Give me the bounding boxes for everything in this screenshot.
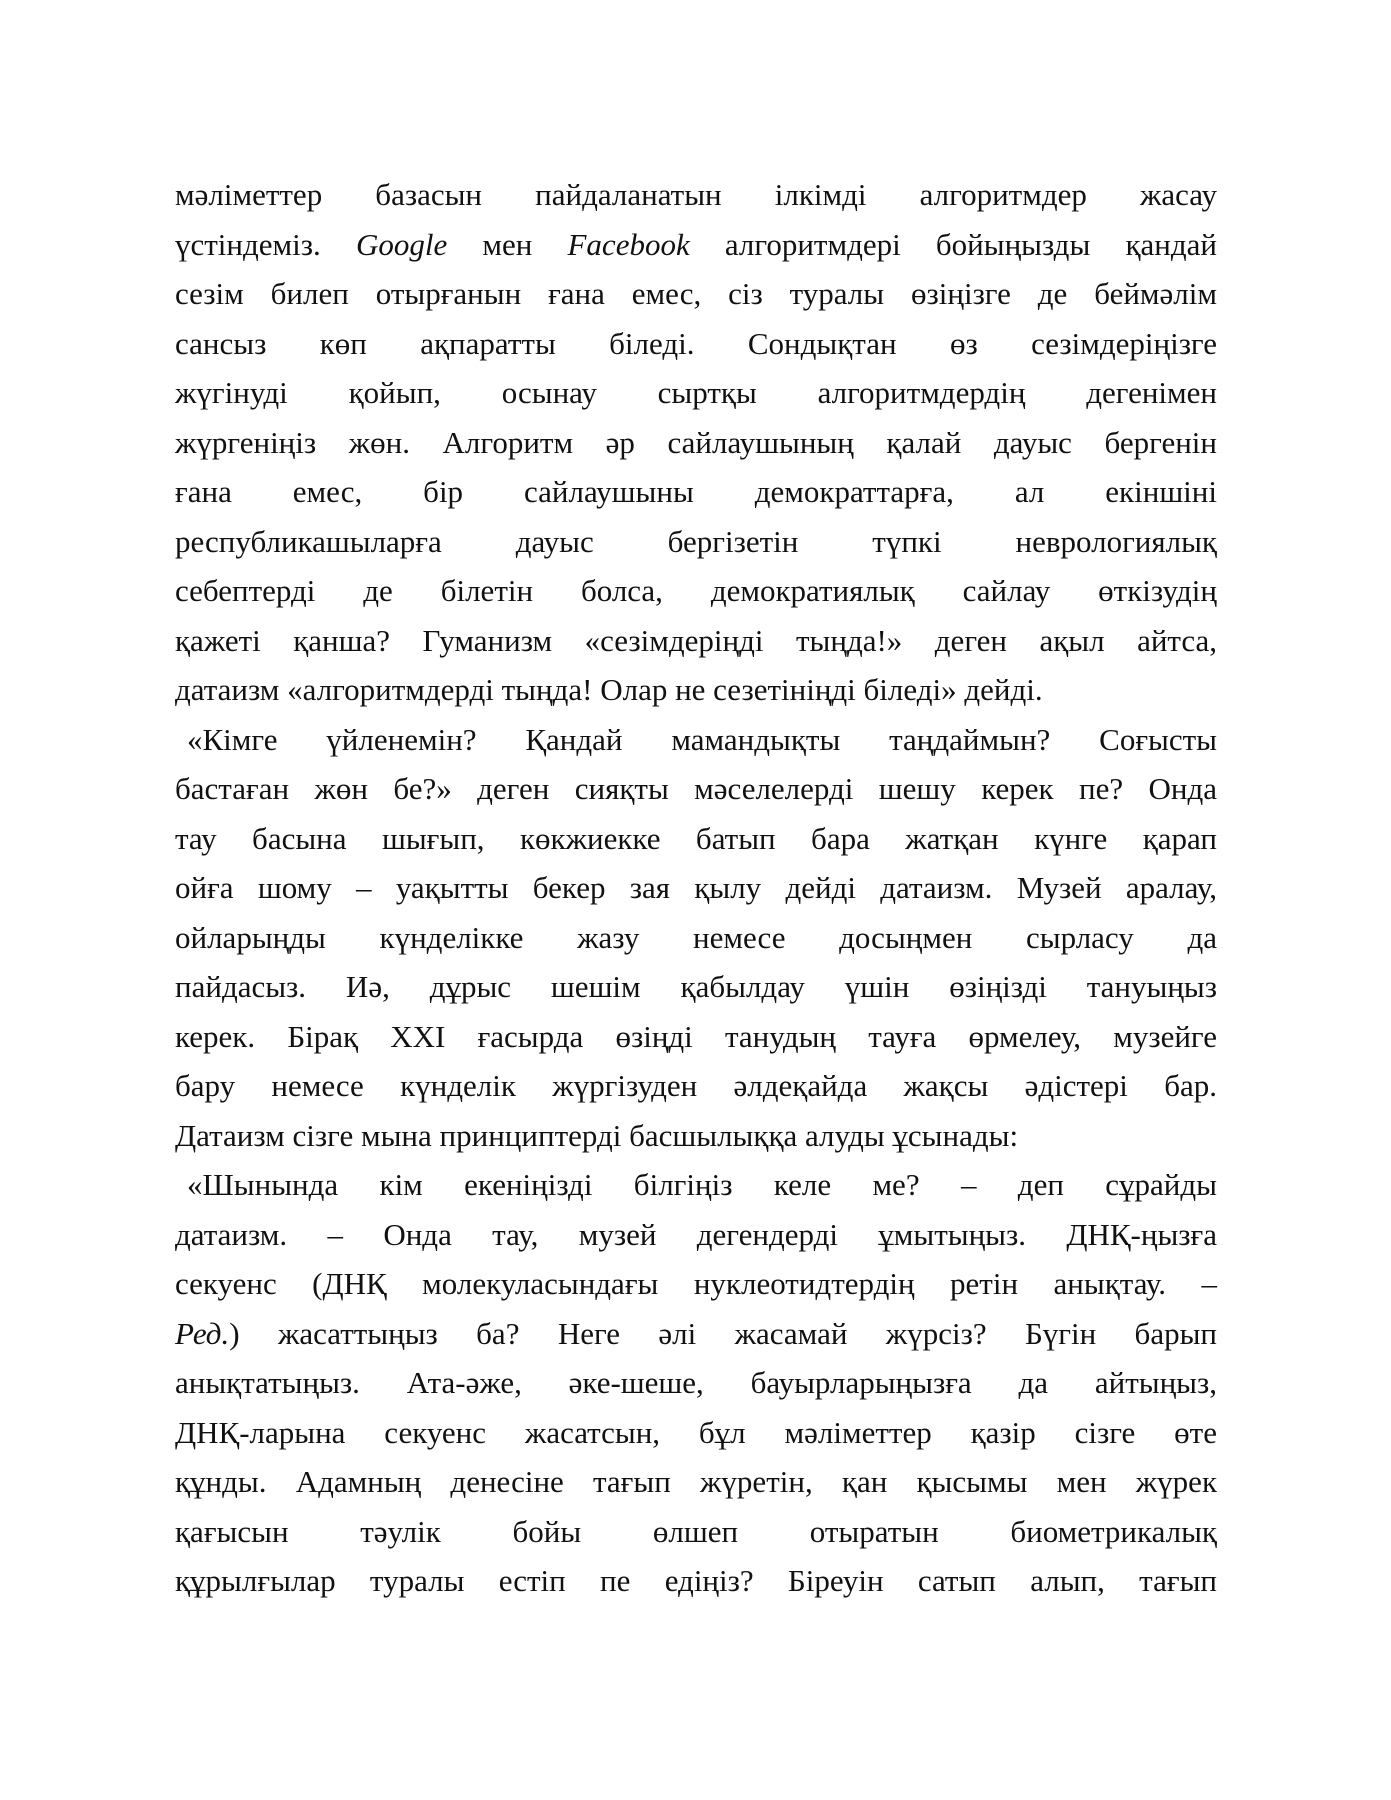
text-segment: сезім билеп отырғанын ғана емес, сіз туралы өзіңізге де беймəлім — [175, 276, 1217, 311]
text-segment: үстіндеміз. — [175, 226, 356, 262]
text-line — [175, 863, 1217, 913]
text-line — [175, 1309, 1217, 1359]
text-segment: секуенс (ДНҚ молекуласындағы нуклеотидтердің ретін анықтау. – — [175, 1266, 1217, 1301]
text-line — [175, 616, 1217, 666]
text-segment: бару немесе күнделік жүргізуден əлдеқайда жақсы əдістері бар. — [175, 1068, 1217, 1103]
paragraph — [175, 715, 1217, 1161]
text-line — [175, 1507, 1217, 1557]
text-line — [175, 467, 1217, 517]
text-line — [175, 220, 1217, 270]
text-segment: керек. Бірақ XXI ғасырда өзіңді танудың тауға өрмелеу, музейге — [175, 1018, 1217, 1054]
text-segment: жүгінуді қойып, осынау сыртқы алгоритмдердің дегенімен — [175, 375, 1217, 410]
italic-text: Facebook — [567, 226, 690, 262]
italic-text: Ред. — [175, 1315, 230, 1351]
italic-text: Google — [355, 226, 448, 262]
text-segment: пайдасыз. Иə, дұрыс шешім қабылдау үшін өзіңізді тануыңыз — [175, 969, 1217, 1004]
text-line — [175, 1111, 1217, 1161]
text-segment: «Шынында кім екеніңізді білгіңіз келе ме? – деп сұрайды — [187, 1167, 1217, 1202]
text-line — [175, 1358, 1217, 1408]
text-segment: алгоритмдері бойыңызды қандай — [689, 226, 1217, 262]
text-segment: республикашыларға дауыс бергізетін түпкі неврологиялық — [175, 523, 1217, 559]
text-segment: датаизм. – Онда тау, музей дегендерді ұмытыңыз. ДНҚ-ңызға — [175, 1216, 1217, 1252]
text-segment: Датаизм сізге мына принциптерді басшылыққа алуды ұсынады: — [175, 1117, 1019, 1153]
text-segment: ) жасаттыңыз ба? Неге əлі жасамай жүрсіз? Бүгін барып — [229, 1315, 1217, 1351]
text-segment: жүргеніңіз жөн. Алгоритм əр сайлаушының қалай дауыс бергенін — [175, 424, 1217, 460]
text-segment: құнды. Адамның денесіне тағып жүретін, қан қысымы мен жүрек — [175, 1464, 1217, 1499]
text-segment: ойға шому – уақытты бекер зая қылу дейді датаизм. Музей аралау, — [175, 870, 1217, 905]
text-segment: ғана емес, бір сайлаушыны демократтарға, ал екіншіні — [175, 474, 1217, 509]
text-line — [175, 1160, 1217, 1210]
text-line — [175, 715, 1217, 765]
document-page — [175, 170, 1217, 1606]
text-line — [175, 566, 1217, 616]
text-segment: сансыз көп ақпаратты біледі. Сондықтан өз сезімдеріңізге — [175, 325, 1217, 361]
text-segment: қажеті қанша? Гуманизм «сезімдеріңді тыңда!» деген ақыл айтса, — [175, 622, 1217, 658]
text-segment: қағысын тəулік бойы өлшеп отыратын биометрикалық — [175, 1513, 1217, 1549]
text-line — [175, 1061, 1217, 1111]
text-segment: тау басына шығып, көкжиекке батып бара жатқан күнге қарап — [175, 820, 1217, 856]
text-line — [175, 368, 1217, 418]
text-segment: ДНҚ-ларына секуенс жасатсын, бұл мəліметтер қазір сізге өте — [175, 1414, 1217, 1450]
text-line — [175, 1012, 1217, 1062]
text-line — [175, 665, 1217, 715]
text-line — [175, 1259, 1217, 1309]
text-line — [175, 1210, 1217, 1260]
text-segment: «Кімге үйленемін? Қандай мамандықты таңдаймын? Соғысты — [187, 721, 1217, 757]
text-line — [175, 913, 1217, 963]
text-line — [175, 1408, 1217, 1458]
text-line — [175, 319, 1217, 369]
text-segment: себептерді де білетін болса, демократиялық сайлау өткізудің — [175, 573, 1217, 608]
text-line — [175, 517, 1217, 567]
text-segment: мен — [447, 226, 568, 262]
text-segment: датаизм «алгоритмдерді тыңда! Олар не сезетініңді біледі» дейді. — [175, 672, 1043, 707]
text-line — [175, 170, 1217, 220]
text-segment: мəліметтер базасын пайдаланатын ілкімді алгоритмдер жасау — [175, 177, 1217, 212]
text-line — [175, 418, 1217, 468]
text-line — [175, 1556, 1217, 1606]
text-line — [175, 269, 1217, 319]
text-line — [175, 1457, 1217, 1507]
text-line — [175, 764, 1217, 814]
text-segment: ойларыңды күнделікке жазу немесе досыңмен сырласу да — [175, 919, 1217, 955]
text-line — [175, 814, 1217, 864]
paragraph — [175, 170, 1217, 715]
text-segment: бастаған жөн бе?» деген сияқты мəселелерді шешу керек пе? Онда — [175, 771, 1217, 806]
text-segment: құрылғылар туралы естіп пе едіңіз? Біреуін сатып алып, тағып — [175, 1563, 1217, 1598]
text-line — [175, 962, 1217, 1012]
paragraph — [175, 1160, 1217, 1606]
text-segment: анықтатыңыз. Ата-əже, əке-шеше, бауырларыңызға да айтыңыз, — [175, 1365, 1217, 1400]
